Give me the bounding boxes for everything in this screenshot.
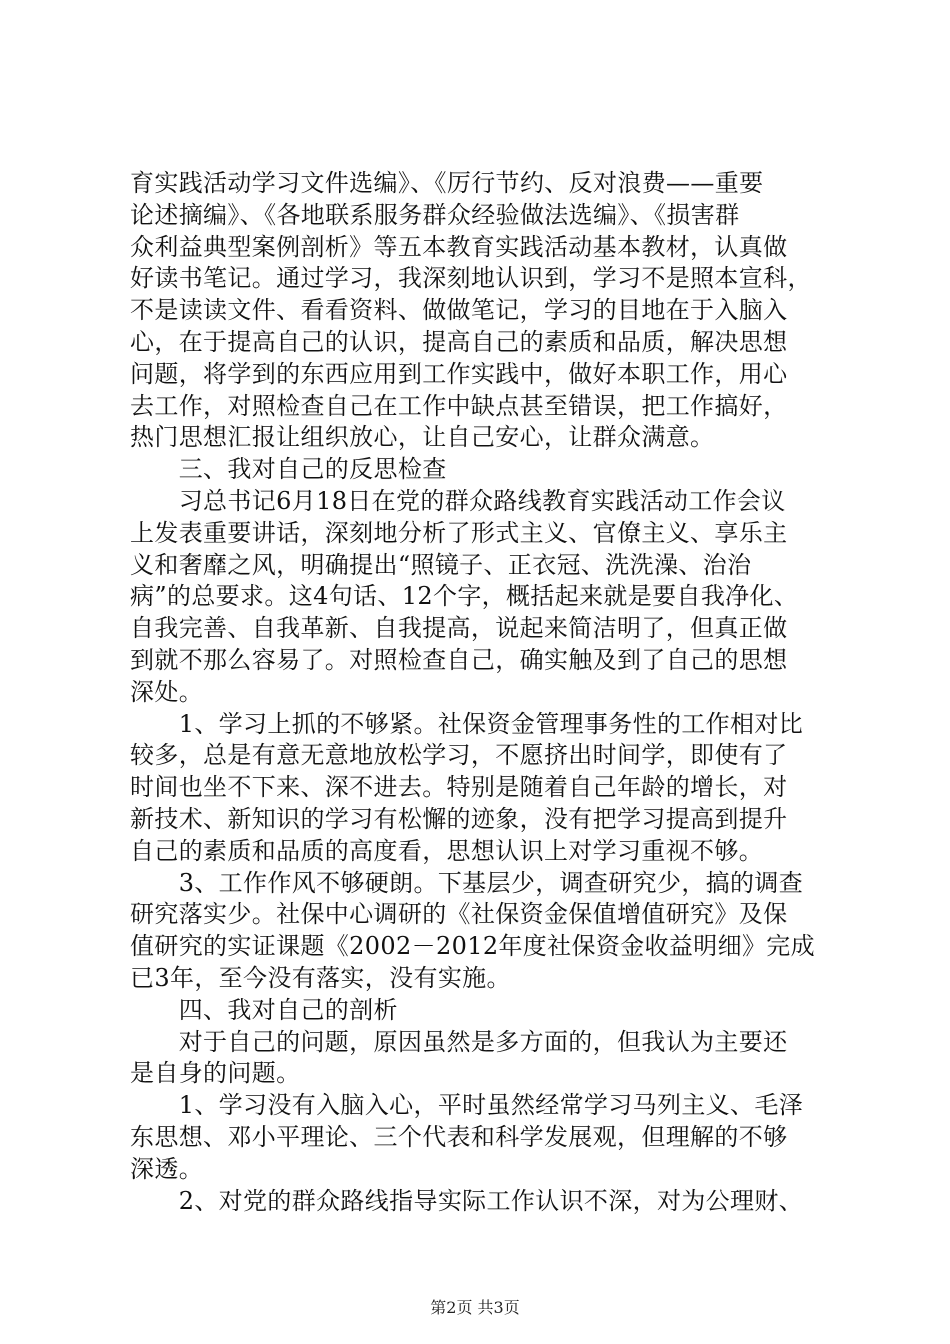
- text-line: 上发表重要讲话，深刻地分析了形式主义、官僚主义、享乐主: [130, 518, 788, 547]
- text-line: 东思想、邓小平理论、三个代表和科学发展观，但理解的不够: [130, 1122, 788, 1151]
- text-line: 深处。: [130, 677, 204, 706]
- text-line: 到就不那么容易了。对照检查自己，确实触及到了自己的思想: [130, 645, 788, 674]
- text-line: 众利益典型案例剖析》等五本教育实践活动基本教材，认真做: [130, 232, 788, 261]
- text-line: 值研究的实证课题《2002－2012年度社保资金收益明细》完成: [130, 932, 816, 961]
- section-heading: 三、我对自己的反思检查: [130, 455, 447, 484]
- section-heading: 四、我对自己的剖析: [130, 995, 398, 1024]
- text-line: 心，在于提高自己的认识，提高自己的素质和品质，解决思想: [130, 327, 788, 356]
- text-line: 义和奢靡之风，明确提出“照镜子、正衣冠、洗洗澡、治治: [130, 550, 752, 579]
- text-line: 习总书记6月18日在党的群众路线教育实践活动工作会议: [130, 486, 786, 515]
- text-line: 问题，将学到的东西应用到工作实践中，做好本职工作，用心: [130, 359, 788, 388]
- text-line: 热门思想汇报让组织放心，让自己安心，让群众满意。: [130, 423, 715, 452]
- text-line: 论述摘编》、《各地联系服务群众经验做法选编》、《损害群: [130, 200, 740, 229]
- text-line: 3、工作作风不够硬朗。下基层少，调查研究少，搞的调查: [130, 868, 804, 897]
- text-line: 已3年，至今没有落实，没有实施。: [130, 963, 511, 992]
- text-line: 对于自己的问题，原因虽然是多方面的，但我认为主要还: [130, 1027, 788, 1056]
- text-line: 自我完善、自我革新、自我提高，说起来简洁明了，但真正做: [130, 614, 788, 643]
- text-line: 育实践活动学习文件选编》、《厉行节约、反对浪费——重要: [130, 169, 764, 197]
- text-line: 不是读读文件、看看资料、做做笔记，学习的目地在于入脑入: [130, 296, 788, 325]
- text-line: 深透。: [130, 1154, 204, 1183]
- text-line: 1、学习没有入脑入心，平时虽然经常学习马列主义、毛泽: [130, 1091, 804, 1120]
- text-line: 时间也坐不下来、深不进去。特别是随着自己年龄的增长，对: [130, 773, 788, 802]
- text-line: 较多，总是有意无意地放松学习，不愿挤出时间学，即使有了: [130, 741, 788, 770]
- text-line: 病”的总要求。这4句话、12个字，概括起来就是要自我净化、: [130, 582, 799, 611]
- text-line: 去工作，对照检查自己在工作中缺点甚至错误，把工作搞好，: [130, 391, 788, 420]
- text-line: 是自身的问题。: [130, 1059, 301, 1088]
- page-number-footer: 第2页 共3页: [430, 1298, 520, 1317]
- text-line: 研究落实少。社保中心调研的《社保资金保值增值研究》及保: [130, 900, 788, 929]
- text-line: 好读书笔记。通过学习，我深刻地认识到，学习不是照本宣科，: [130, 264, 812, 293]
- text-line: 新技术、新知识的学习有松懈的迹象，没有把学习提高到提升: [130, 804, 788, 833]
- document-body: [130, 168, 830, 1217]
- text-line: 2、对党的群众路线指导实际工作认识不深，对为公理财、: [130, 1186, 804, 1215]
- text-line: 自己的素质和品质的高度看，思想认识上对学习重视不够。: [130, 836, 764, 865]
- text-line: 1、学习上抓的不够紧。社保资金管理事务性的工作相对比: [130, 709, 804, 738]
